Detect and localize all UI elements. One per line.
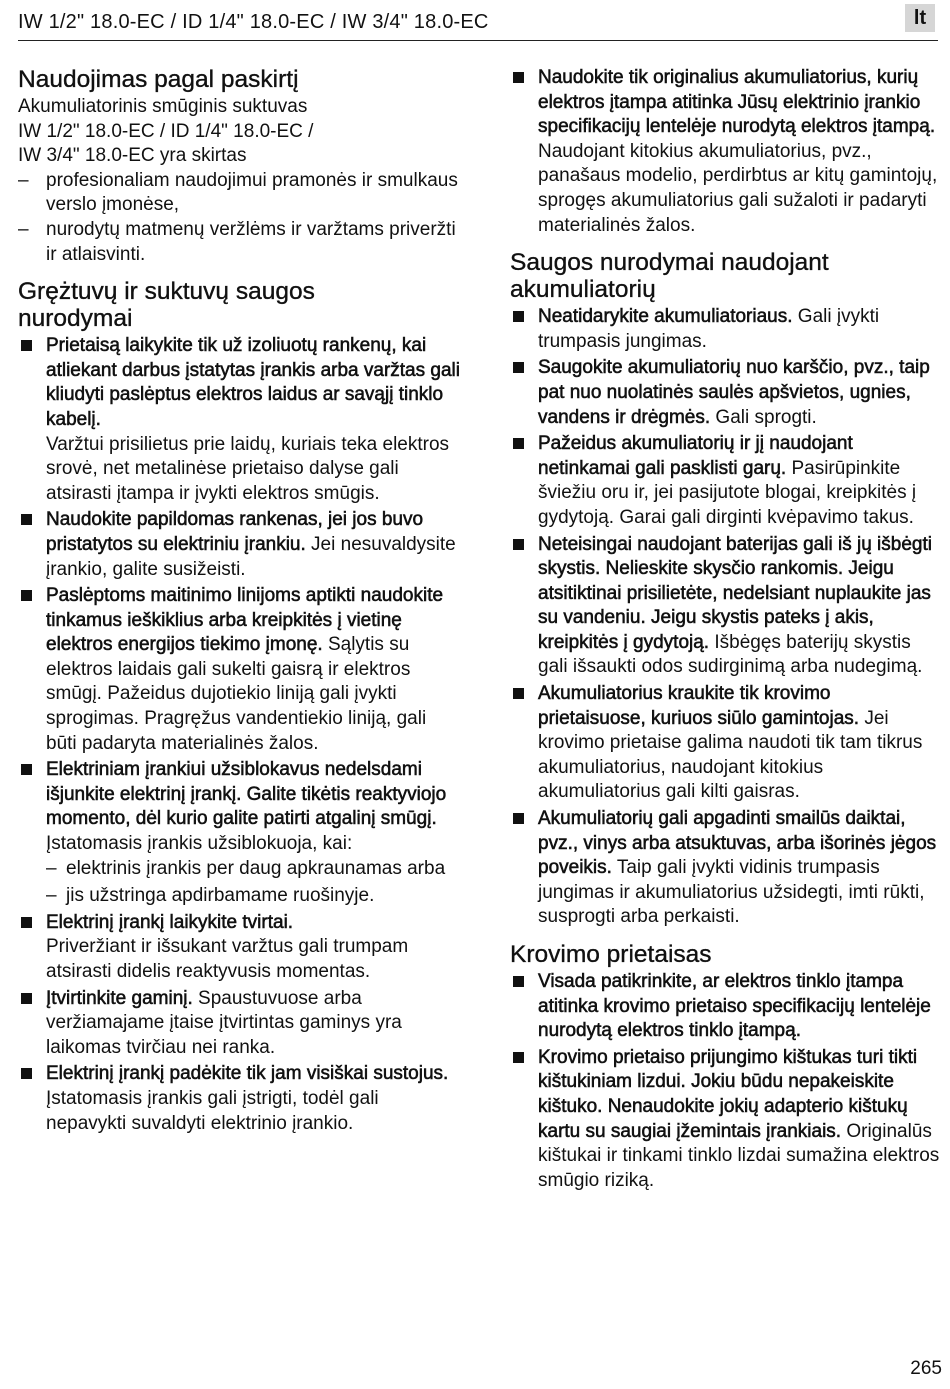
- section-charger: [510, 941, 942, 1193]
- body-text: Naudojant kitokius akumuliatorius, pvz., panašaus modelio, perdirbtus ar kitų gamintojų, sprogęs akumuliatorius gali sužaloti ir padaryti materialinės žalos.: [538, 140, 938, 236]
- body-text: Pasirūpinkite šviežiu oru ir, jei pasijutote blogai, kreipkitės į gydytoją. Garai gali dirginti kvėpavimo takus.: [538, 457, 917, 528]
- bullet-item: [510, 807, 942, 930]
- dash-marker: –: [46, 857, 57, 879]
- bold-text: Neatidarykite akumuliatoriaus.: [538, 306, 793, 328]
- section-heading: Krovimo prietaisas: [510, 941, 712, 968]
- section-heading: [510, 249, 942, 303]
- bullet-item: [510, 66, 942, 238]
- square-bullet-icon: [513, 1052, 524, 1063]
- body-text: Varžtui prisilietus prie laidų, kuriais teka elektros srovė, net metalinėse prietaiso dalyse gali atsirasti įtampa ir įvykti elektros smūgis.: [46, 433, 450, 504]
- section-heading: [18, 278, 460, 332]
- square-bullet-icon: [513, 72, 524, 83]
- list-item: [18, 169, 460, 218]
- body-text: Įstatomasis įrankis užsiblokuoja, kai:: [46, 833, 353, 855]
- bold-text: Pažeidus akumuliatorių ir jį naudojant netinkamai gali pasklisti garų.: [538, 433, 853, 479]
- bullet-item: [510, 432, 942, 530]
- body-text: Gali įvykti trumpasis jungimas.: [538, 306, 880, 352]
- bullet-item: [510, 356, 942, 430]
- square-bullet-icon: [513, 976, 524, 987]
- body-text: Išbėgęs baterijų skystis gali išsaukti odos sudirginimą arba nudegimą.: [538, 631, 923, 678]
- body-text: Įstatomasis įrankis gali įstrigti, todėl gali nepavykti suvaldyti elektrinio įrankio.: [46, 1087, 379, 1134]
- body-text: Jei krovimo prietaise galima naudoti tik tam tikrus akumuliatorius, naudojant kitokius akumuliatorius gali kilti gaisras.: [538, 707, 923, 803]
- bullet-item: [510, 682, 942, 805]
- bullet-item: [510, 305, 942, 354]
- heading-line: nurodymai: [18, 305, 133, 333]
- square-bullet-icon: [21, 590, 32, 601]
- bold-text: Saugokite akumuliatorių nuo karščio, pvz., taip pat nuo nuolatinės saulės apšvietos, ugnies, vandens ir drėgmės.: [538, 357, 930, 428]
- list-item: [18, 218, 460, 267]
- body-text: Taip gali įvykti vidinis trumpasis jungimas ir akumuliatorius užsidegti, imti rūkti, susprogti arba perkaisti.: [538, 857, 925, 928]
- dash-marker: –: [18, 218, 29, 240]
- intro-line: Akumuliatorinis smūginis suktuvas: [18, 96, 308, 117]
- section-battery-safety: [510, 249, 942, 930]
- bold-text: Krovimo prietaiso prijungimo kištukas turi tikti kištukiniam lizdui. Jokiu būdu nepakeiskite kištuko. Nenaudokite jokių adapterio kištukų kartu su saugiai įžemintais įrankiais.: [538, 1046, 918, 1142]
- language-badge: lt: [905, 4, 935, 32]
- sub-list-text: jis užstringa apdirbamame ruošinyje.: [66, 885, 375, 907]
- body-text: Gali sprogti.: [710, 406, 817, 428]
- bold-text: Akumuliatorius kraukite tik krovimo prietaisuose, kuriuos siūlo gamintojas.: [538, 683, 860, 729]
- body-text: Priveržiant ir išsukant varžtus gali trumpam atsirasti didelis reaktyvusis momentas.: [46, 936, 409, 982]
- bold-text: Elektriniam įrankiui užsiblokavus nedelsdami išjunkite elektrinį įrankį. Galite tikėtis reaktyviojo momento, dėl kurio galite patirti atgalinį smūgį.: [46, 759, 447, 830]
- bold-text: Visada patikrinkite, ar elektros tinklo įtampa atitinka krovimo prietaiso specifikacijų lentelėje nurodytą elektros tinklo įtampą.: [538, 971, 931, 1042]
- bold-text: Įtvirtinkite gaminį.: [46, 987, 193, 1009]
- list-item-text: nurodytų matmenų veržlėms ir varžtams priveržti ir atlaisvinti.: [46, 218, 456, 265]
- header-title: IW 1/2" 18.0-EC / ID 1/4" 18.0-EC / IW 3/4" 18.0-EC: [18, 11, 489, 33]
- bold-text: Paslėptoms maitinimo linijoms aptikti naudokite tinkamus ieškiklius arba kreipkitės į vietinę elektros energijos tiekimo įmonę.: [46, 585, 444, 656]
- sub-list-text: elektrinis įrankis per daug apkraunamas arba: [66, 857, 446, 879]
- heading-line: Grężtuvų ir suktuvų saugos: [18, 278, 315, 306]
- section-intended-use: [18, 66, 460, 267]
- section-safety-drills: [18, 278, 460, 1136]
- bullet-item: [18, 758, 460, 909]
- square-bullet-icon: [21, 993, 32, 1004]
- sub-list-item: [46, 857, 460, 882]
- heading-line: akumuliatorių: [510, 276, 656, 304]
- bold-text: Naudokite tik originalius akumuliatorius, kurių elektros įtampa atitinka Jūsų elektrinio įrankio specifikacijų lentelėje nurodytą elektros įtampą.: [538, 67, 936, 138]
- section-original-batteries: [510, 66, 942, 238]
- left-column: [18, 66, 460, 1147]
- square-bullet-icon: [21, 917, 32, 928]
- body-text: Jei nesuvaldysite įrankio, galite susižeisti.: [46, 533, 456, 580]
- page-header: [18, 0, 938, 41]
- body-text: Originalūs kištukai ir tinkami tinklo lizdai sumažina elektros smūgio riziką.: [538, 1120, 940, 1191]
- bullet-item: [18, 508, 460, 582]
- square-bullet-icon: [513, 311, 524, 322]
- heading-line: Saugos nurodymai naudojant: [510, 249, 829, 277]
- bullet-item: [18, 584, 460, 756]
- right-column: [510, 66, 942, 1204]
- dash-marker: –: [46, 885, 57, 907]
- bullet-item: [18, 987, 460, 1061]
- intro-line: IW 3/4" 18.0-EC yra skirtas: [18, 145, 247, 167]
- square-bullet-icon: [21, 340, 32, 351]
- square-bullet-icon: [21, 1068, 32, 1079]
- bullet-item: [18, 1062, 460, 1136]
- dash-marker: –: [18, 169, 29, 191]
- bullet-item: [510, 1046, 942, 1194]
- page-number: 265: [910, 1358, 942, 1379]
- body-text: Spaustuvuose arba veržiamajame įtaise įtvirtintas gaminys yra laikomas tvirčiau nei ranka.: [46, 987, 402, 1058]
- square-bullet-icon: [513, 539, 524, 550]
- body-text: Sąlytis su elektros laidais gali sukelti gaisrą ir elektros smūgį. Pažeidus dujotiekio liniją gali įvykti sprogimas. Pragręžus vandentiekio liniją, gali būti padaryta materialinės žalos.: [46, 634, 427, 754]
- square-bullet-icon: [513, 688, 524, 699]
- square-bullet-icon: [513, 362, 524, 373]
- bullet-item: [510, 970, 942, 1044]
- bold-text: Prietaisą laikykite tik už izoliuotų rankenų, kai atliekant darbus įstatytas įrankis arba varžtas gali kliudyti paslėptus elektros laidus ar savąjį tinklo kabelį.: [46, 335, 460, 430]
- square-bullet-icon: [513, 813, 524, 824]
- square-bullet-icon: [513, 438, 524, 449]
- intro-line: IW 1/2" 18.0-EC / ID 1/4" 18.0-EC /: [18, 120, 314, 142]
- bold-text: Elektrinį įrankį laikykite tvirtai.: [46, 911, 294, 933]
- bullet-item: [18, 334, 460, 506]
- bullet-item: [18, 911, 460, 985]
- list-item-text: profesionaliam naudojimui pramonės ir smulkaus verslo įmonėse,: [46, 169, 458, 216]
- bold-text: Akumuliatorių gali apgadinti smailūs daiktai, pvz., vinys arba atsuktuvas, arba išorinės jėgos poveikis.: [538, 808, 937, 879]
- bullet-item: [510, 533, 942, 681]
- square-bullet-icon: [21, 514, 32, 525]
- section-heading: Naudojimas pagal paskirtį: [18, 66, 299, 93]
- sub-list-item: [46, 884, 460, 909]
- bold-text: Naudokite papildomas rankenas, jei jos buvo pristatytos su elektriniu įrankiu.: [46, 509, 424, 555]
- bold-text: Neteisingai naudojant baterijas gali iš jų išbėgti skystis. Nelieskite skysčio rankomis. Jeigu atsitiktinai prisilietėte, nedelsiant nuplaukite jas su vandeniu. Jeigu skystis pateks į akis, kreipkitės į gydytoją.: [538, 533, 932, 653]
- bold-text: Elektrinį įrankį padėkite tik jam visiškai sustojus.: [46, 1063, 449, 1085]
- square-bullet-icon: [21, 764, 32, 775]
